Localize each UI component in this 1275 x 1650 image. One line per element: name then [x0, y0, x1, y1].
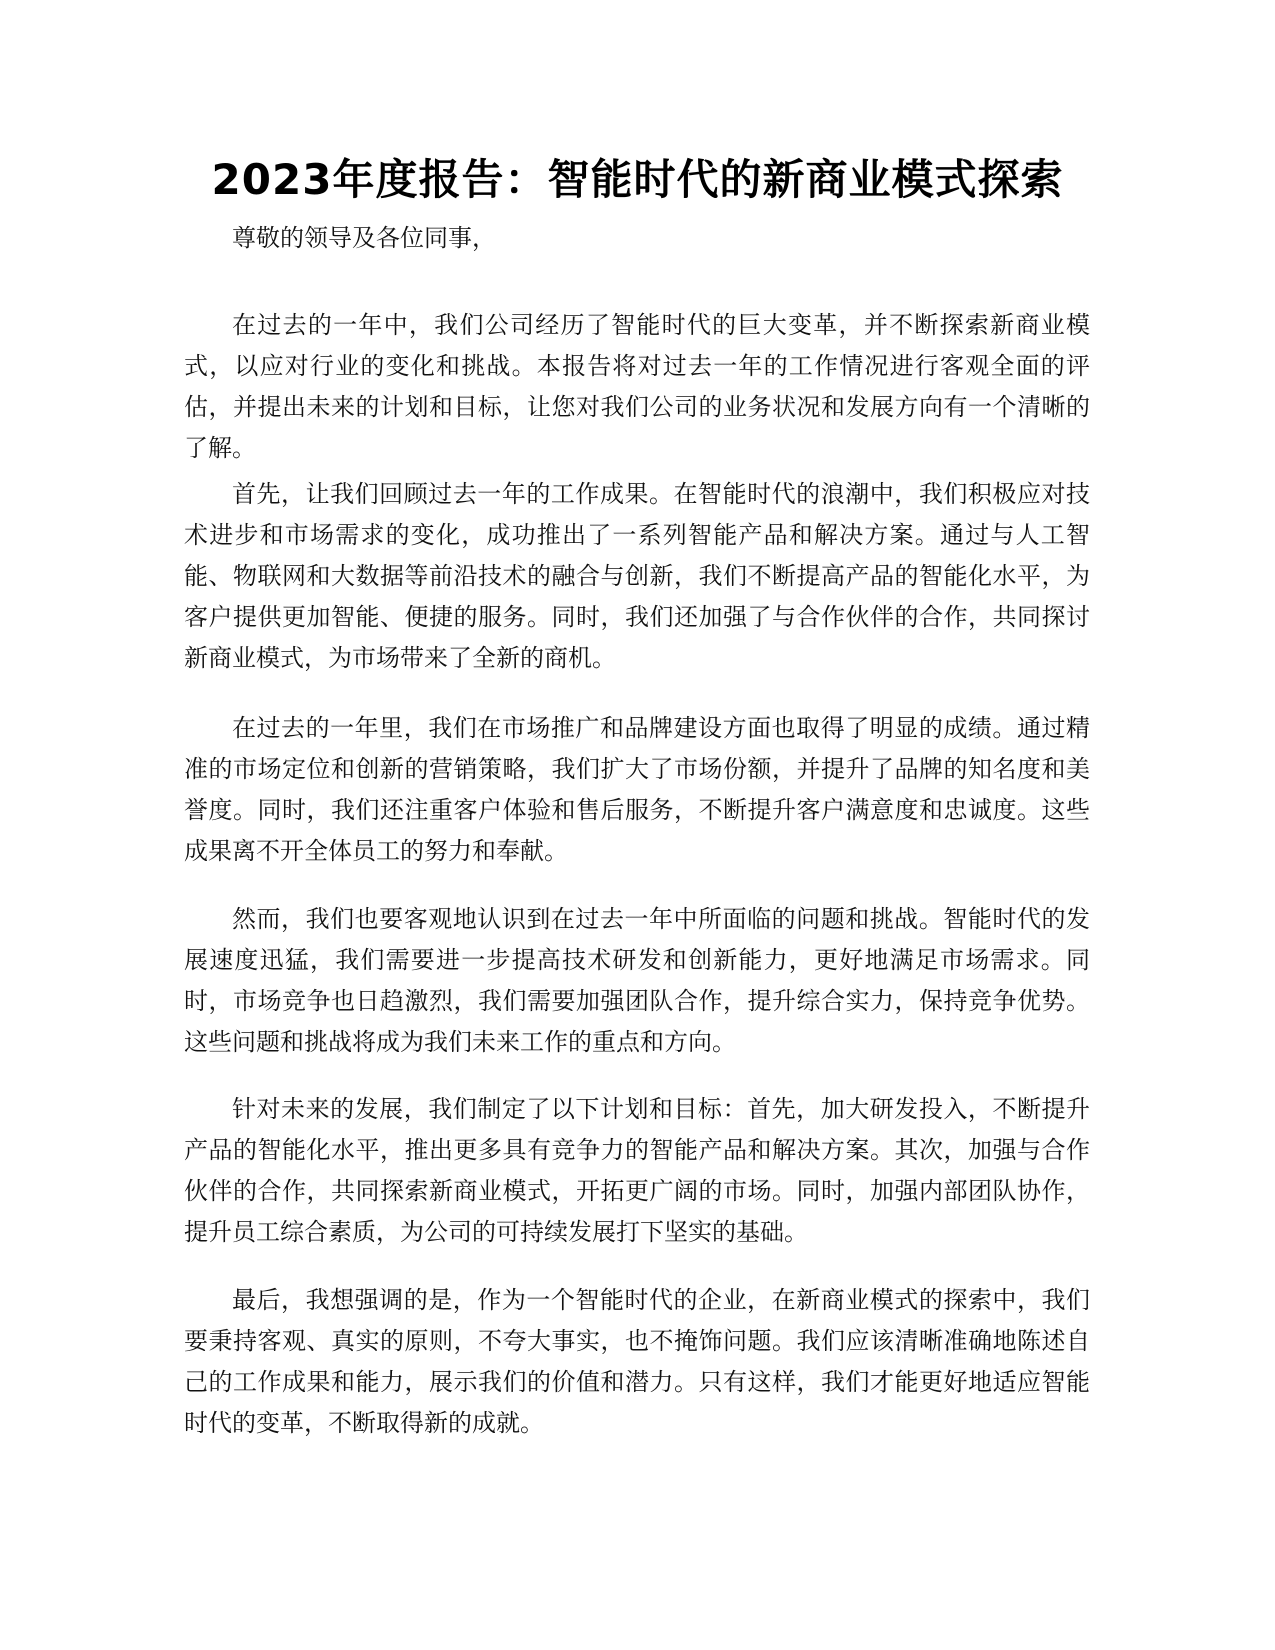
- document-title: 2023年度报告：智能时代的新商业模式探索: [211, 155, 1064, 204]
- paragraph-marketing: 在过去的一年里，我们在市场推广和品牌建设方面也取得了明显的成绩。通过精准的市场定位和创新的营销策略，我们扩大了市场份额，并提升了品牌的知名度和美誉度。同时，我们还注重客户体验和售后服务，不断提升客户满意度和忠诚度。这些成果离不开全体员工的努力和奉献。: [184, 714, 1090, 865]
- paragraph-challenges: 然而，我们也要客观地认识到在过去一年中所面临的问题和挑战。智能时代的发展速度迅猛，我们需要进一步提高技术研发和创新能力，更好地满足市场需求。同时，市场竞争也日趋激烈，我们需要加强团队合作，提升综合实力，保持竞争优势。这些问题和挑战将成为我们未来工作的重点和方向。: [184, 905, 1090, 1056]
- salutation: 尊敬的领导及各位同事，: [232, 224, 496, 252]
- paragraph-plans: 针对未来的发展，我们制定了以下计划和目标：首先，加大研发投入，不断提升产品的智能化水平，推出更多具有竞争力的智能产品和解决方案。其次，加强与合作伙伴的合作，共同探索新商业模式，开拓更广阔的市场。同时，加强内部团队协作，提升员工综合素质，为公司的可持续发展打下坚实的基础。: [184, 1095, 1090, 1246]
- paragraph-conclusion: 最后，我想强调的是，作为一个智能时代的企业，在新商业模式的探索中，我们要秉持客观、真实的原则，不夸大事实，也不掩饰问题。我们应该清晰准确地陈述自己的工作成果和能力，展示我们的价值和潜力。只有这样，我们才能更好地适应智能时代的变革，不断取得新的成就。: [184, 1286, 1090, 1437]
- paragraph-achievements: 首先，让我们回顾过去一年的工作成果。在智能时代的浪潮中，我们积极应对技术进步和市场需求的变化，成功推出了一系列智能产品和解决方案。通过与人工智能、物联网和大数据等前沿技术的融合与创新，我们不断提高产品的智能化水平，为客户提供更加智能、便捷的服务。同时，我们还加强了与合作伙伴的合作，共同探讨新商业模式，为市场带来了全新的商机。: [184, 480, 1090, 672]
- paragraph-review-intro: 在过去的一年中，我们公司经历了智能时代的巨大变革，并不断探索新商业模式，以应对行业的变化和挑战。本报告将对过去一年的工作情况进行客观全面的评估，并提出未来的计划和目标，让您对我们公司的业务状况和发展方向有一个清晰的了解。: [184, 311, 1090, 462]
